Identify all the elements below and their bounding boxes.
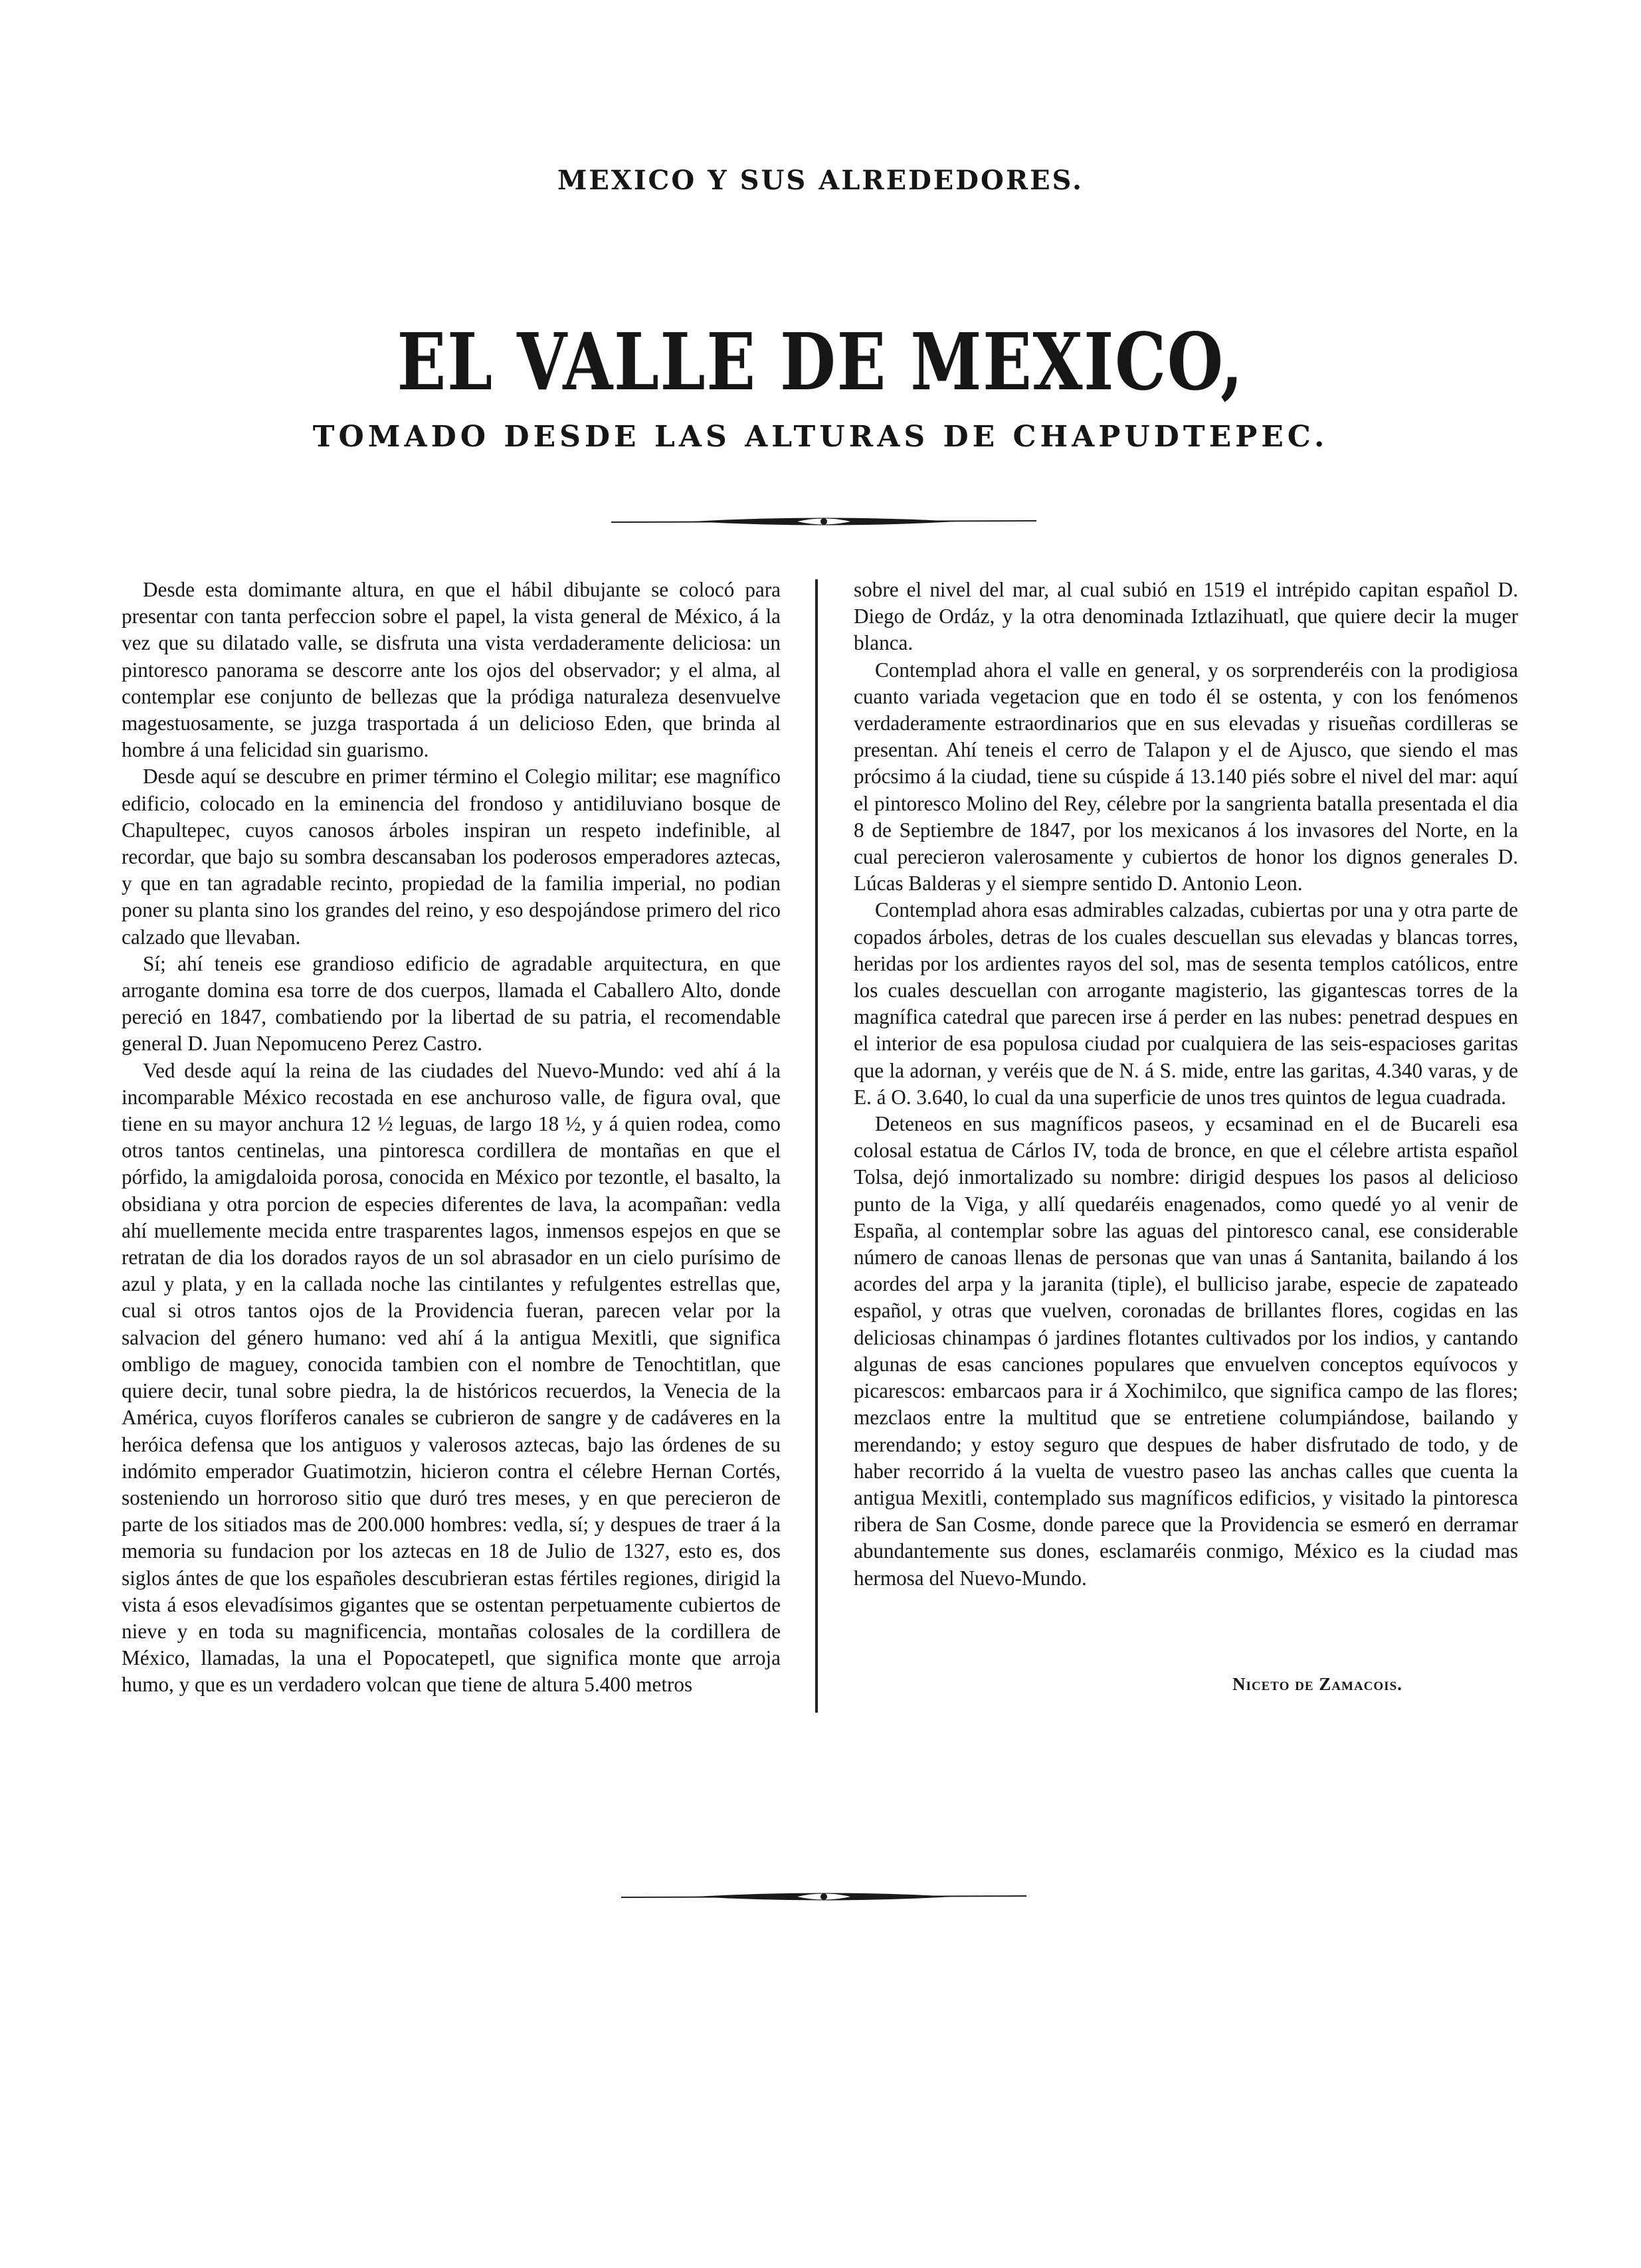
author-signature: Niceto de Zamacois. (1232, 1674, 1402, 1694)
paragraph: Desde aquí se descubre en primer término el Colegio militar; ese magnífico edificio, colocado en la eminencia del frondoso y antidiluviano bosque de Chapultepec, cuyos canosos árboles inspiran un respeto indefinible, al recordar, que bajo su sombra descansaban los poderosos emperadores aztecas, y que en tan agradable recinto, propiedad de la familia imperial, no podian poner su planta sino los grandes del reino, y eso despojándose primero del rico calzado que llevaban. (122, 765, 781, 949)
paragraph: Contemplad ahora esas admirables calzadas, cubiertas por una y otra parte de copados árboles, detras de los cuales descuellan sus elevadas y blancas torres, heridas por los ardientes rayos del sol, mas de sesenta templos católicos, entre los cuales descuellan con arrogante magisterio, las gigantescas torres de la magnífica catedral que parecen irse á perder en las nubes: penetrad despues en el interior de esa populosa ciudad por cualquiera de las seis-espacioses garitas que la adornan, y veréis que de N. á S. mide, entre las garitas, 4.340 varas, y de E. á O. 3.640, lo cual da una superficie de unos tres quintos de legua cuadrada. (854, 898, 1518, 1109)
paragraph: Desde esta domimante altura, en que el hábil dibujante se colocó para presentar con tanta perfeccion sobre el papel, la vista general de México, á la vez que su dilatado valle, se disfruta una vista verdaderamente deliciosa: un pintoresco panorama se descorre ante los ojos del observador; y el alma, al contemplar ese conjunto de bellezas que la pródiga naturaleza desenvuelve magestuosamente, se juzga trasportada á un delicioso Eden, que brinda al hombre á una felicidad sin guarismo. (122, 578, 781, 762)
paragraph: Sí; ahí teneis ese grandioso edificio de agradable arquitectura, en que arrogante domina esa torre de dos cuerpos, llamada el Caballero Alto, donde pereció en 1847, combatiendo por la libertad de su patria, el recomendable general D. Juan Nepomuceno Perez Castro. (122, 951, 781, 1056)
paragraph: Deteneos en sus magníficos paseos, y ecsaminad en el de Bucareli esa colosal estatua de Cárlos IV, toda de bronce, en que el célebre artista español Tolsa, dejó inmortalizado su nombre: dirigid despues los pasos al delicioso punto de la Viga, y allí quedaréis enagenados, como quedé yo al venir de España, al contemplar sobre las aguas del pintoresco canal, ese considerable número de canoas llenas de personas que van unas á Santanita, bailando á los acordes del arpa y la jaranita (tiple), el bulliciso jarabe, especie de zapateado español, y otras que vuelven, coronadas de brillantes flores, cogidas en las deliciosas chinampas ó jardines flotantes cultivados por los indios, y cantando algunas de esas canciones populares que envuelven conceptos equívocos y picarescos: embarcaos para ir á Xochimilco, que significa campo de las flores; mezclaos entre la multitud que se entretiene columpiándose, bailando y merendando; y estoy seguro que despues de haber disfrutado de todo, y de haber recorrido á la vuelta de vuestro paseo las anchas calles que cuenta la antigua Mexitli, contemplado sus magníficos edificios, y visitado la pintoresca ribera de San Cosme, donde parece que la Providencia se esmeró en derramar abundantemente sus dones, esclamaréis conmigo, México es la ciudad mas hermosa del Nuevo-Mundo. (854, 1112, 1518, 1590)
bottom-ornament-rule (621, 1887, 1026, 1907)
paragraph: Contemplad ahora el valle en general, y os sorprenderéis con la prodigiosa cuanto variada vegetacion que en todo él se ostenta, y con los fenómenos verdaderamente estraordinarios que en sus elevadas y risueñas cordilleras se presentan. Ahí teneis el cerro de Talapon y el de Ajusco, que siendo el mas prócsimo á la ciudad, tiene su cúspide á 13.140 piés sobre el nivel del mar: aquí el pintoresco Molino del Rey, célebre por la sangrienta batalla presentada el dia 8 de Septiembre de 1847, por los mexicanos á los invasores del Norte, en la cual perecieron valerosamente y cubiertos de honor los dignos generales D. Lúcas Balderas y el siempre sentido D. Antonio Leon. (854, 658, 1518, 896)
page-subtitle: TOMADO DESDE LAS ALTURAS DE CHAPUDTEPEC. (312, 420, 1329, 454)
running-title: MEXICO Y SUS ALREDEDORES. (557, 165, 1084, 196)
right-column (854, 577, 1518, 1592)
top-ornament-rule (611, 512, 1036, 531)
page-title: EL VALLE DE MEXICO, (397, 316, 1244, 408)
column-divider (815, 579, 818, 1713)
paragraph: sobre el nivel del mar, al cual subió en 1519 el intrépido capitan español D. Diego de Ordáz, y la otra denominada Iztlazihuatl, que quiere decir la muger blanca. (854, 578, 1518, 655)
left-column (122, 577, 781, 1699)
paragraph: Ved desde aquí la reina de las ciudades del Nuevo-Mundo: ved ahí á la incomparable México recostada en ese anchuroso valle, de figura oval, que tiene en su mayor anchura 12 ½ leguas, de largo 18 ½, y á quien rodea, como otros tantos centinelas, una pintoresca cordillera de montañas en que el pórfido, la amigdaloida porosa, conocida en México por tezontle, el basalto, la obsidiana y otra porcion de especies diferentes de lava, la acompañan: vedla ahí muellemente mecida entre trasparentes lagos, inmensos espejos en que se retratan de dia los dorados rayos de un sol abrasador en un cielo purísimo de azul y plata, y en la callada noche las cintilantes y refulgentes estrellas que, cual si otros tantos ojos de la Providencia fueran, parecen velar por la salvacion del género humano: ved ahí á la antigua Mexitli, que significa ombligo de maguey, conocida tambien con el nombre de Tenochtitlan, que quiere decir, tunal sobre piedra, la de históricos recuerdos, la Venecia de la América, cuyos floríferos canales se cubrieron de sangre y de cadáveres en la heróica defensa que los antiguos y valerosos aztecas, bajo las órdenes de su indómito emperador Guatimotzin, hicieron contra el célebre Hernan Cortés, sosteniendo un horroroso sitio que duró tres meses, y en que perecieron de parte de los sitiados mas de 200.000 hombres: vedla, sí; y despues de traer á la memoria su fundacion por los aztecas en 18 de Julio de 1327, esto es, dos siglos ántes de que los españoles descubrieran estas fértiles regiones, dirigid la vista á esos elevadísimos gigantes que se ostentan perpetuamente cubiertos de nieve y en toda su magnificencia, montañas colosales de la cordillera de México, llamadas, la una el Popocatepetl, que significa monte que arroja humo, y que es un verdadero volcan que tiene de altura 5.400 metros (122, 1058, 781, 1697)
